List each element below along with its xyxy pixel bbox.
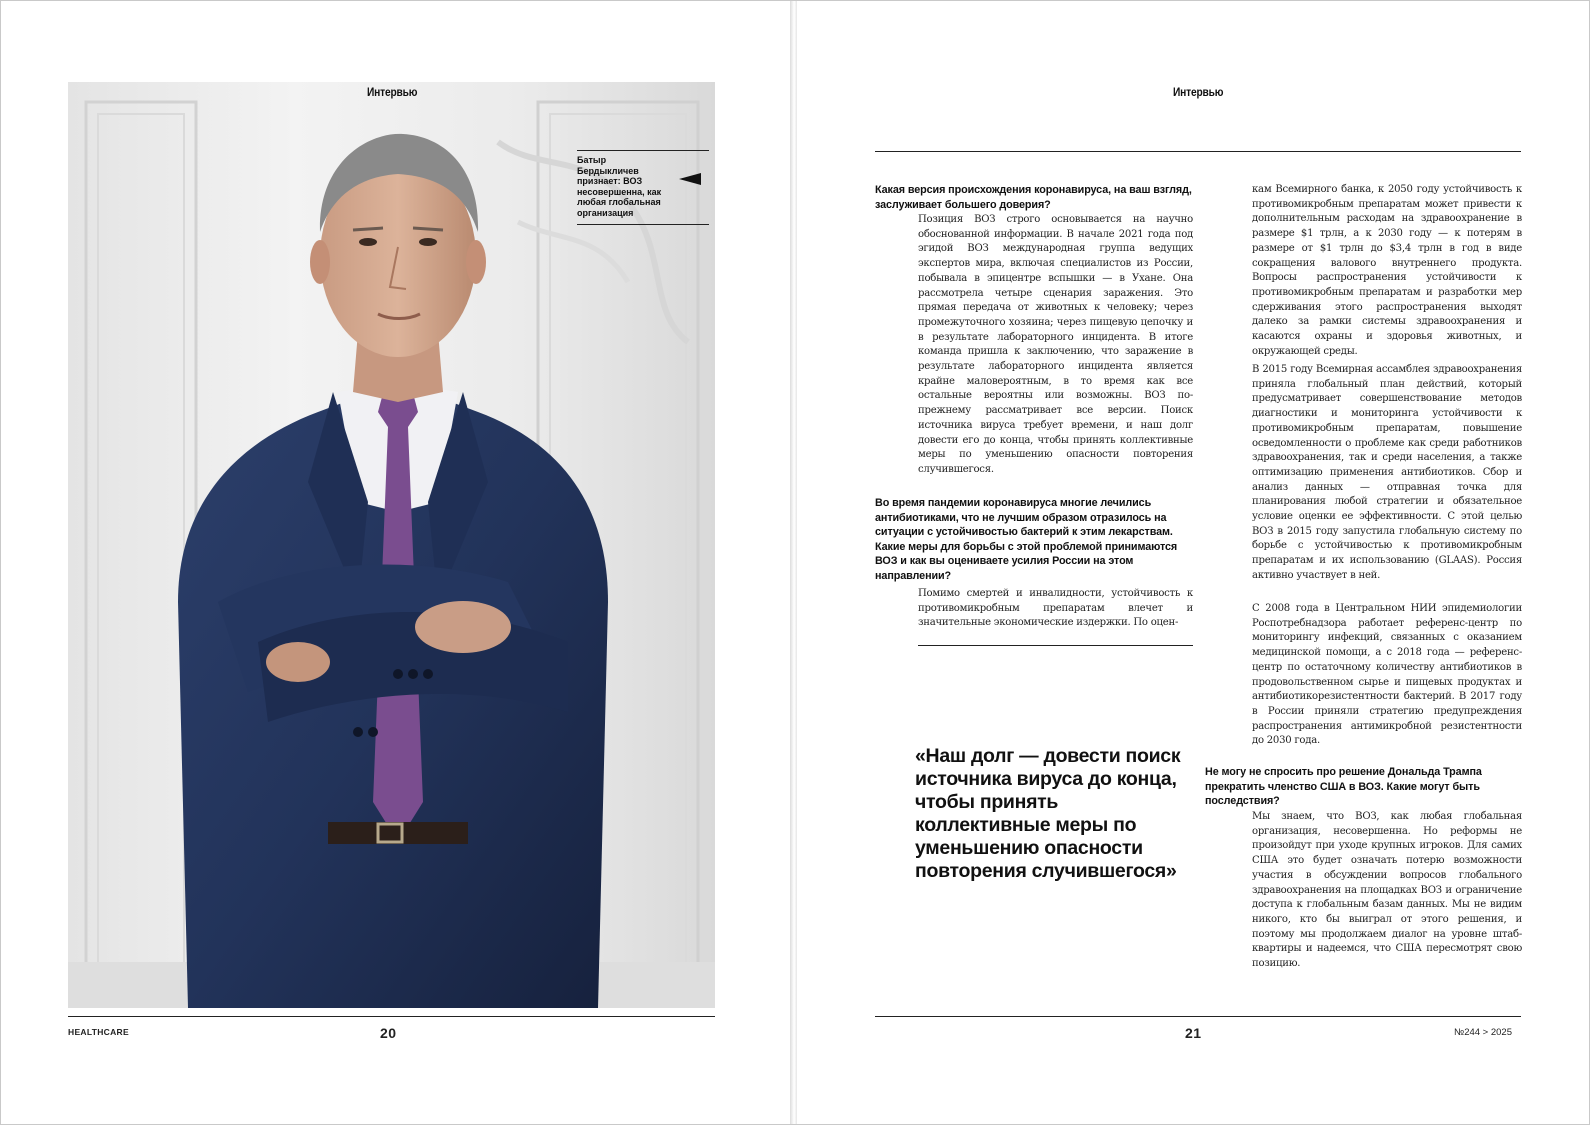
column-rule: [918, 645, 1193, 646]
answer-1: Позиция ВОЗ строго основывается на научно обоснованной информации. В начале 2021 года под эгидой ВОЗ международная группа ведущих экспертов мира, включая специалистов из России, побывала в эпицентре вспышки — в Ухане. Она рассмотрела четыре сценария заражения. Это прямая передача от животных к человеку; через промежуточного хозяина; через пищевую цепочку и в результате лабораторного инцидента. В итоге команда пришла к заключению, что заражение в результате лабораторного инцидента является крайне маловероятным, в то время как все остальные вероятны или возможны. ВОЗ по-прежнему рассматривает все версии. Поиск источника вируса требует времени, и наш долг довести его до конца, чтобы принять коллективные меры по уменьшению опасности повторения случившегося.: [918, 214, 1193, 475]
page-number: 20: [380, 1025, 397, 1041]
footer-rule-right: [875, 1016, 1521, 1017]
footer-rule: [68, 1016, 715, 1017]
question-1: Какая версия происхождения коронавируса, на ваш взгляд, заслуживает большего доверия?: [875, 184, 1192, 211]
photo-caption: Батыр Бердыкличев признает: ВОЗ несовершенна, как любая глобальная организация: [577, 155, 662, 218]
issue-number: №244 > 2025: [1454, 1027, 1513, 1038]
answer-3: Мы знаем, что ВОЗ, как любая глобальная организация, несовершенна. Но реформы не произойдут при уходе крупных игроков. Для самих США это будет означать потерю возможности участия в обсуждении вопросов глобального здравоохранения на площадках ВОЗ и ограничение доступа к глобальным базам данных. Мы не видим никого, кто бы выиграл от этого решения, и поэтому мы продолжаем диалог на уровне штаб-квартиры и надеемся, что США пересмотрят свою позицию.: [1252, 811, 1522, 970]
paragraph-2015: В 2015 году Всемирная ассамблея здравоохранения приняла глобальный план действий, который предусматривает совершенствование методов диагностики и мониторинга устойчивости к противомикробным препаратам, повышение осведомленности о проблеме как среди работников здравоохранения, так и среди населения, а также оптимизацию применения антибиотиков. Сбор и анализ данных — отправная точка для планирования любой стратегии и обязательное условие оценки ее эффективности. С этой целью ВОЗ в 2015 году запустила глобальную систему по борьбе с устойчивостью к противомикробным препаратам и их использованию (GLAAS). Россия активно участвует в ней.: [1252, 364, 1522, 581]
question-3: Не могу не спросить про решение Дональда Трампа прекратить членство США в ВОЗ. Какие могут быть последствия?: [1205, 766, 1482, 807]
photo-caption-block: [577, 150, 709, 225]
answer-2: Помимо смертей и инвалидности, устойчивость к противомикробным препаратам влечет и значительные экономические издержки. По оцен-: [918, 588, 1193, 629]
left-page: [0, 0, 790, 1125]
page-number-right: 21: [1185, 1025, 1202, 1041]
footer-brand: HEALTHCARE: [68, 1027, 129, 1037]
section-label-right: Интервью: [1173, 85, 1224, 99]
arrow-left-icon: [679, 173, 701, 185]
spine-shadow: [790, 0, 797, 1125]
top-rule: [875, 151, 1521, 152]
pull-quote: «Наш долг — довести поиск источника вируса до конца, чтобы принять коллективные меры по уменьшению опасности повторения случившегося»: [915, 745, 1181, 882]
answer-1-continued: кам Всемирного банка, к 2050 году устойчивость к противомикробным препаратам может привести к дополнительным расходам на здравоохранение в размере $1 трлн, а к 2030 году — к потерям в размере от $1 трлн до $3,4 трлн в год в виде сокращения валового внутреннего продукта. Вопросы распространения устойчивости к противомикробным препаратам и разработки мер сдерживания этого распространения выходят далеко за рамки системы здравоохранения и касаются охраны и здоровья животных, и окружающей среды.: [1252, 184, 1522, 357]
section-label: Интервью: [367, 85, 418, 99]
question-2: Во время пандемии коронавируса многие лечились антибиотиками, что не лучшим образом отразилось на ситуации с устойчивостью бактерий к этим лекарствам. Какие меры для борьбы с этой проблемой принимаются ВОЗ и как вы оцениваете усилия России на этом направлении?: [875, 497, 1178, 582]
paragraph-2008: С 2008 года в Центральном НИИ эпидемиологии Роспотребнадзора работает референс-центр по мониторингу инфекций, связанных с оказанием медицинской помощи, а с 2018 года — референс-центр по остаточному количеству антибиотиков в продовольственном сырье и пищевых продуктах и антибиотикорезистентности бактерий. В 2017 году в России приняли стратегию предупреждения распространения антимикробной резистентности до 2030 года.: [1252, 603, 1522, 747]
